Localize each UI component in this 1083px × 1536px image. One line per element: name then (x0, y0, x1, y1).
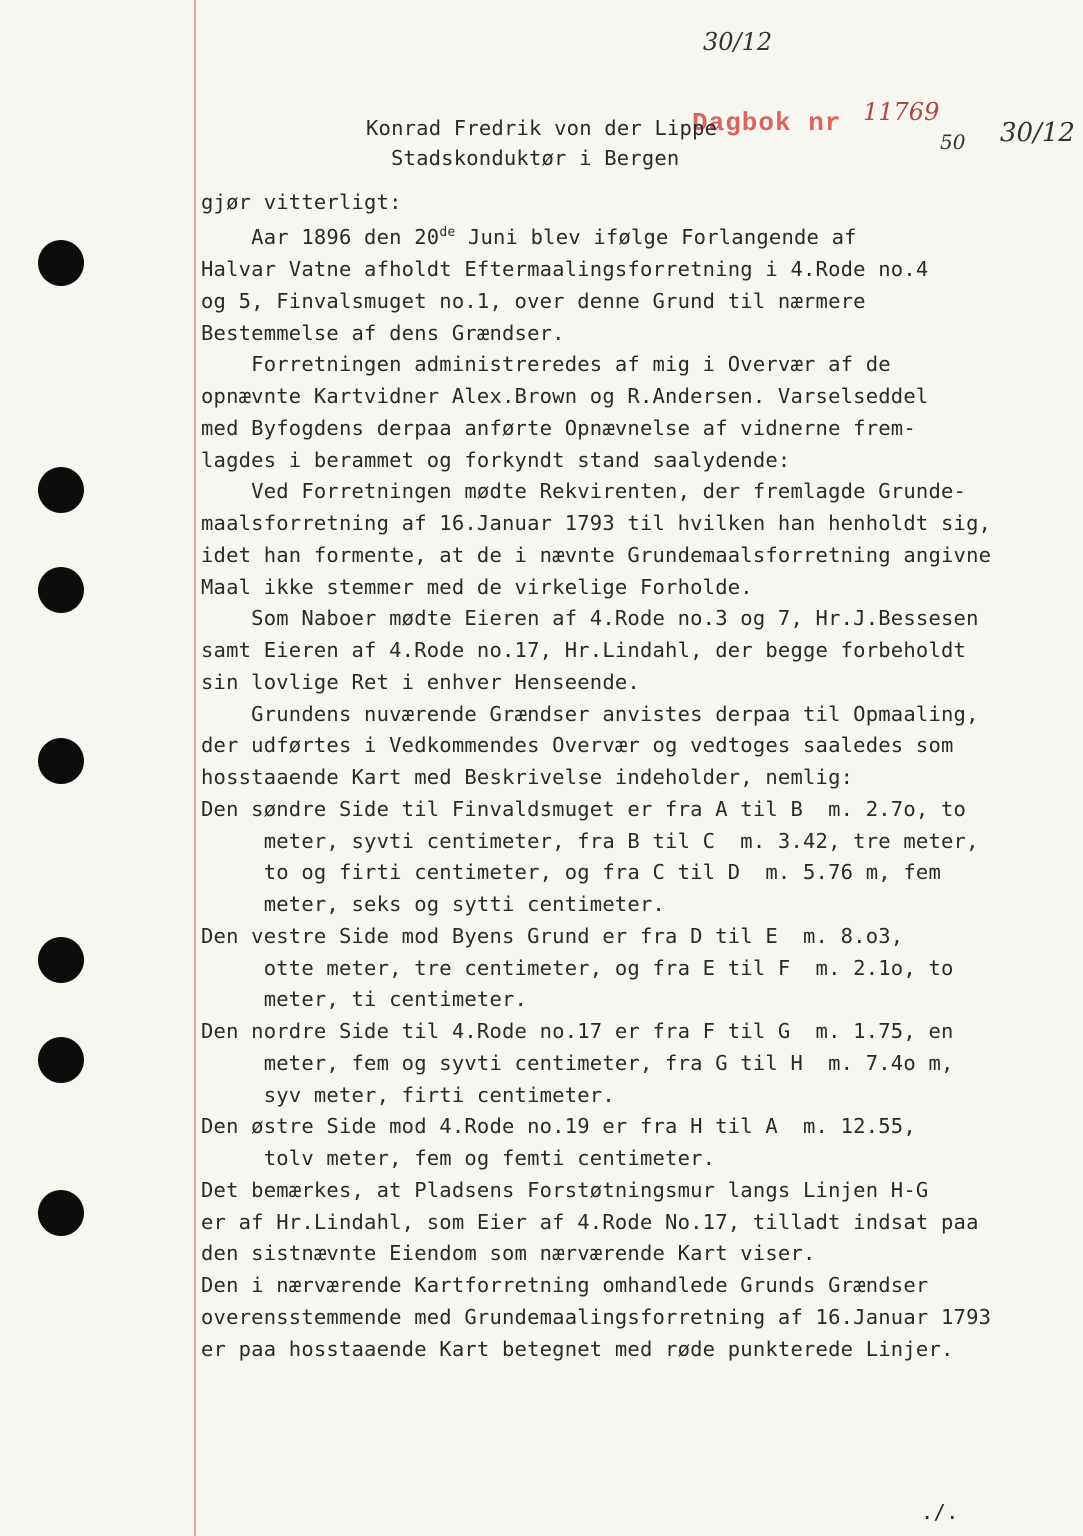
binder-hole (38, 240, 84, 286)
body-line: den sistnævnte Eiendom som nærværende Kart viser. (201, 1241, 816, 1266)
binder-hole (38, 567, 84, 613)
body-line: Halvar Vatne afholdt Eftermaalingsforretning i 4.Rode no.4 (201, 257, 929, 281)
body-line: Det bemærkes, at Pladsens Forstøtningsmur langs Linjen H-G (201, 1177, 929, 1202)
margin-rule (194, 0, 196, 1536)
body-line: sin lovlige Ret i enhver Henseende. (201, 669, 640, 694)
body-line: idet han formente, at de i nævnte Grundemaalsforretning angivne (201, 542, 992, 567)
body-line: Ved Forretningen mødte Rekvirenten, der fremlagde Grunde- (201, 479, 967, 504)
body-line: hosstaaende Kart med Beskrivelse indeholder, nemlig: (201, 765, 854, 789)
body-line: meter, seks og sytti centimeter. (201, 892, 666, 916)
body-line: lagdes i berammet og forkyndt stand saalydende: (201, 447, 791, 472)
body-line: er paa hosstaaende Kart betegnet med røde punkterede Linjer. (201, 1336, 954, 1361)
binder-hole (38, 738, 84, 784)
body-line: to og firti centimeter, og fra C til D m. 5.76 m, fem (201, 860, 941, 885)
body-line: Den østre Side mod 4.Rode no.19 er fra H til A m. 12.55, (201, 1114, 916, 1139)
binder-hole (38, 1190, 84, 1236)
body-line: Forretningen administreredes af mig i Overvær af de (201, 352, 891, 377)
stamp-number: 11769 (863, 98, 940, 126)
body-line: meter, syvti centimeter, fra B til C m. 3.42, tre meter, (201, 828, 979, 853)
body-line: er af Hr.Lindahl, som Eier af 4.Rode No.17, tilladt indsat paa (201, 1209, 979, 1234)
header-title: Stadskonduktør i Bergen (391, 146, 680, 170)
body-line: otte meter, tre centimeter, og fra E til F m. 2.1o, to (201, 955, 954, 980)
body-line: meter, fem og syvti centimeter, fra G til H m. 7.4o m, (201, 1050, 954, 1075)
continuation-mark: ./. (921, 1500, 959, 1524)
dagbok-stamp-label: Dagbok nr (692, 108, 842, 138)
body-line: Maal ikke stemmer med de virkelige Forholde. (201, 574, 753, 599)
body-line: samt Eieren af 4.Rode no.17, Hr.Lindahl, der begge forbeholdt (201, 638, 967, 662)
body-line: overensstemmende med Grundemaalingsforretning af 16.Januar 1793 (201, 1304, 992, 1329)
binder-hole (38, 937, 84, 983)
handwritten-date-right: 30/12 (1000, 118, 1075, 148)
handwritten-date-top: 30/12 (703, 28, 773, 56)
body-line: Som Naboer mødte Eieren af 4.Rode no.3 og 7, Hr.J.Bessesen (201, 606, 979, 631)
binder-hole (38, 467, 84, 513)
body-line: Den vestre Side mod Byens Grund er fra D til E m. 8.o3, (201, 923, 904, 948)
body-line: tolv meter, fem og femti centimeter. (201, 1146, 716, 1170)
body-line: med Byfogdens derpaa anførte Opnævnelse af vidnerne frem- (201, 415, 916, 440)
body-line: Grundens nuværende Grændser anvistes derpaa til Opmaaling, (201, 701, 979, 726)
body-line: syv meter, firti centimeter. (201, 1082, 615, 1107)
body-line: meter, ti centimeter. (201, 987, 528, 1012)
body-line: Den søndre Side til Finvaldsmuget er fra A til B m. 2.7o, to (201, 796, 967, 821)
body-line: maalsforretning af 16.Januar 1793 til hvilken han henholdt sig, (201, 511, 992, 535)
intro-line: gjør vitterligt: (201, 190, 402, 214)
paragraph-first-line: Aar 1896 den 20de Juni blev ifølge Forlangende af (201, 225, 857, 249)
body-line: og 5, Finvalsmuget no.1, over denne Grund til nærmere (201, 288, 866, 313)
body-line: opnævnte Kartvidner Alex.Brown og R.Andersen. Varselseddel (201, 384, 929, 408)
body-line: Den i nærværende Kartforretning omhandlede Grunds Grændser (201, 1273, 929, 1297)
binder-hole (38, 1037, 84, 1083)
header-name: Konrad Fredrik von der Lippe (366, 116, 718, 140)
stamp-year: 50 (940, 130, 966, 154)
body-line: Den nordre Side til 4.Rode no.17 er fra F til G m. 1.75, en (201, 1019, 954, 1043)
body-line: der udførtes i Vedkommendes Overvær og vedtoges saaledes som (201, 733, 954, 758)
body-line: Bestemmelse af dens Grændser. (201, 320, 565, 345)
